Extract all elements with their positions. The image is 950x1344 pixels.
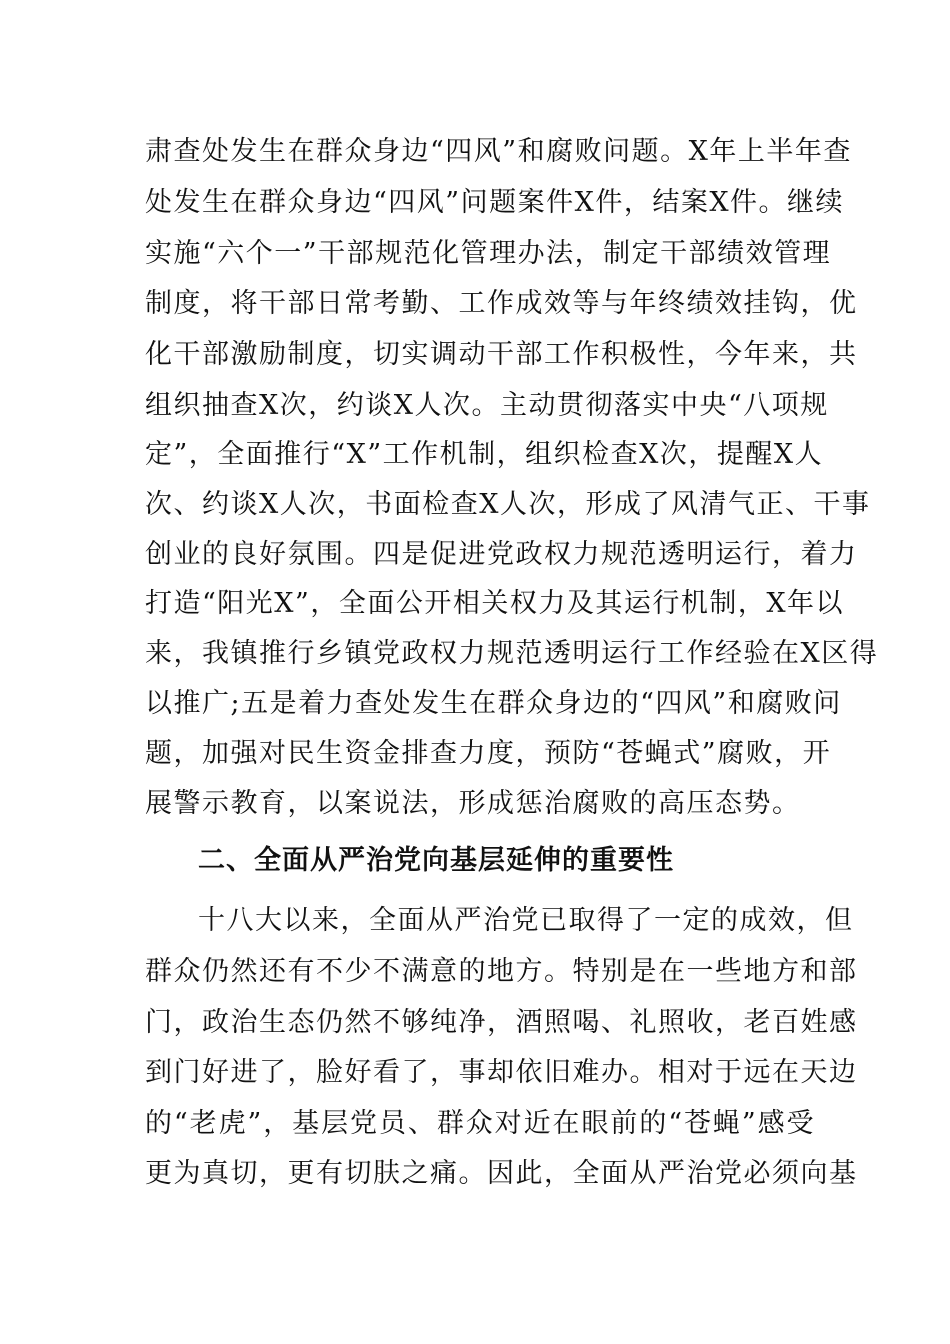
- paragraph-2-line-4: 到门好进了，脸好看了，事却依旧难办。相对于远在天边: [145, 1057, 858, 1088]
- paragraph-1-line-11: 来，我镇推行乡镇党政权力规范透明运行工作经验在X区得: [145, 638, 879, 669]
- paragraph-1-line-9: 创业的良好氛围。四是促进党政权力规范透明运行，着力: [145, 539, 858, 570]
- section-heading: 二、全面从严治党向基层延伸的重要性: [198, 845, 674, 876]
- paragraph-2-line-2: 群众仍然还有不少不满意的地方。特别是在一些地方和部: [145, 956, 858, 987]
- paragraph-1-line-8: 次、约谈X人次，书面检查X人次，形成了风清气正、干事: [145, 489, 871, 520]
- paragraph-2-line-1: 十八大以来，全面从严治党已取得了一定的成效，但: [198, 905, 854, 936]
- paragraph-1-line-14: 展警示教育，以案说法，形成惩治腐败的高压态势。: [145, 788, 801, 819]
- paragraph-2-line-6: 更为真切，更有切肤之痛。因此，全面从严治党必须向基: [145, 1158, 858, 1189]
- paragraph-1-line-6: 组织抽查X次，约谈X人次。主动贯彻落实中央“八项规: [145, 390, 829, 421]
- paragraph-1-line-4: 制度，将干部日常考勤、工作成效等与年终绩效挂钩，优: [145, 288, 858, 319]
- paragraph-1-line-5: 化干部激励制度，切实调动干部工作积极性，今年来，共: [145, 339, 858, 370]
- paragraph-1-line-1: 肃查处发生在群众身边“四风”和腐败问题。X年上半年查: [145, 136, 852, 167]
- paragraph-1-line-7: 定”，全面推行“X”工作机制，组织检查X次，提醒X人: [145, 439, 824, 470]
- paragraph-1-line-12: 以推广;五是着力查处发生在群众身边的“四风”和腐败问: [145, 688, 842, 719]
- paragraph-1-line-3: 实施“六个一”干部规范化管理办法，制定干部绩效管理: [145, 238, 832, 269]
- paragraph-2-line-3: 门，政治生态仍然不够纯净，酒照喝、礼照收，老百姓感: [145, 1007, 858, 1038]
- paragraph-2-line-5: 的“老虎”，基层党员、群众对近在眼前的“苍蝇”感受: [145, 1108, 815, 1139]
- paragraph-1-line-13: 题，加强对民生资金排查力度，预防“苍蝇式”腐败，开: [145, 738, 832, 769]
- paragraph-1-line-2: 处发生在群众身边“四风”问题案件X件，结案X件。继续: [145, 187, 845, 218]
- paragraph-1-line-10: 打造“阳光X”，全面公开相关权力及其运行机制，X年以: [145, 588, 845, 619]
